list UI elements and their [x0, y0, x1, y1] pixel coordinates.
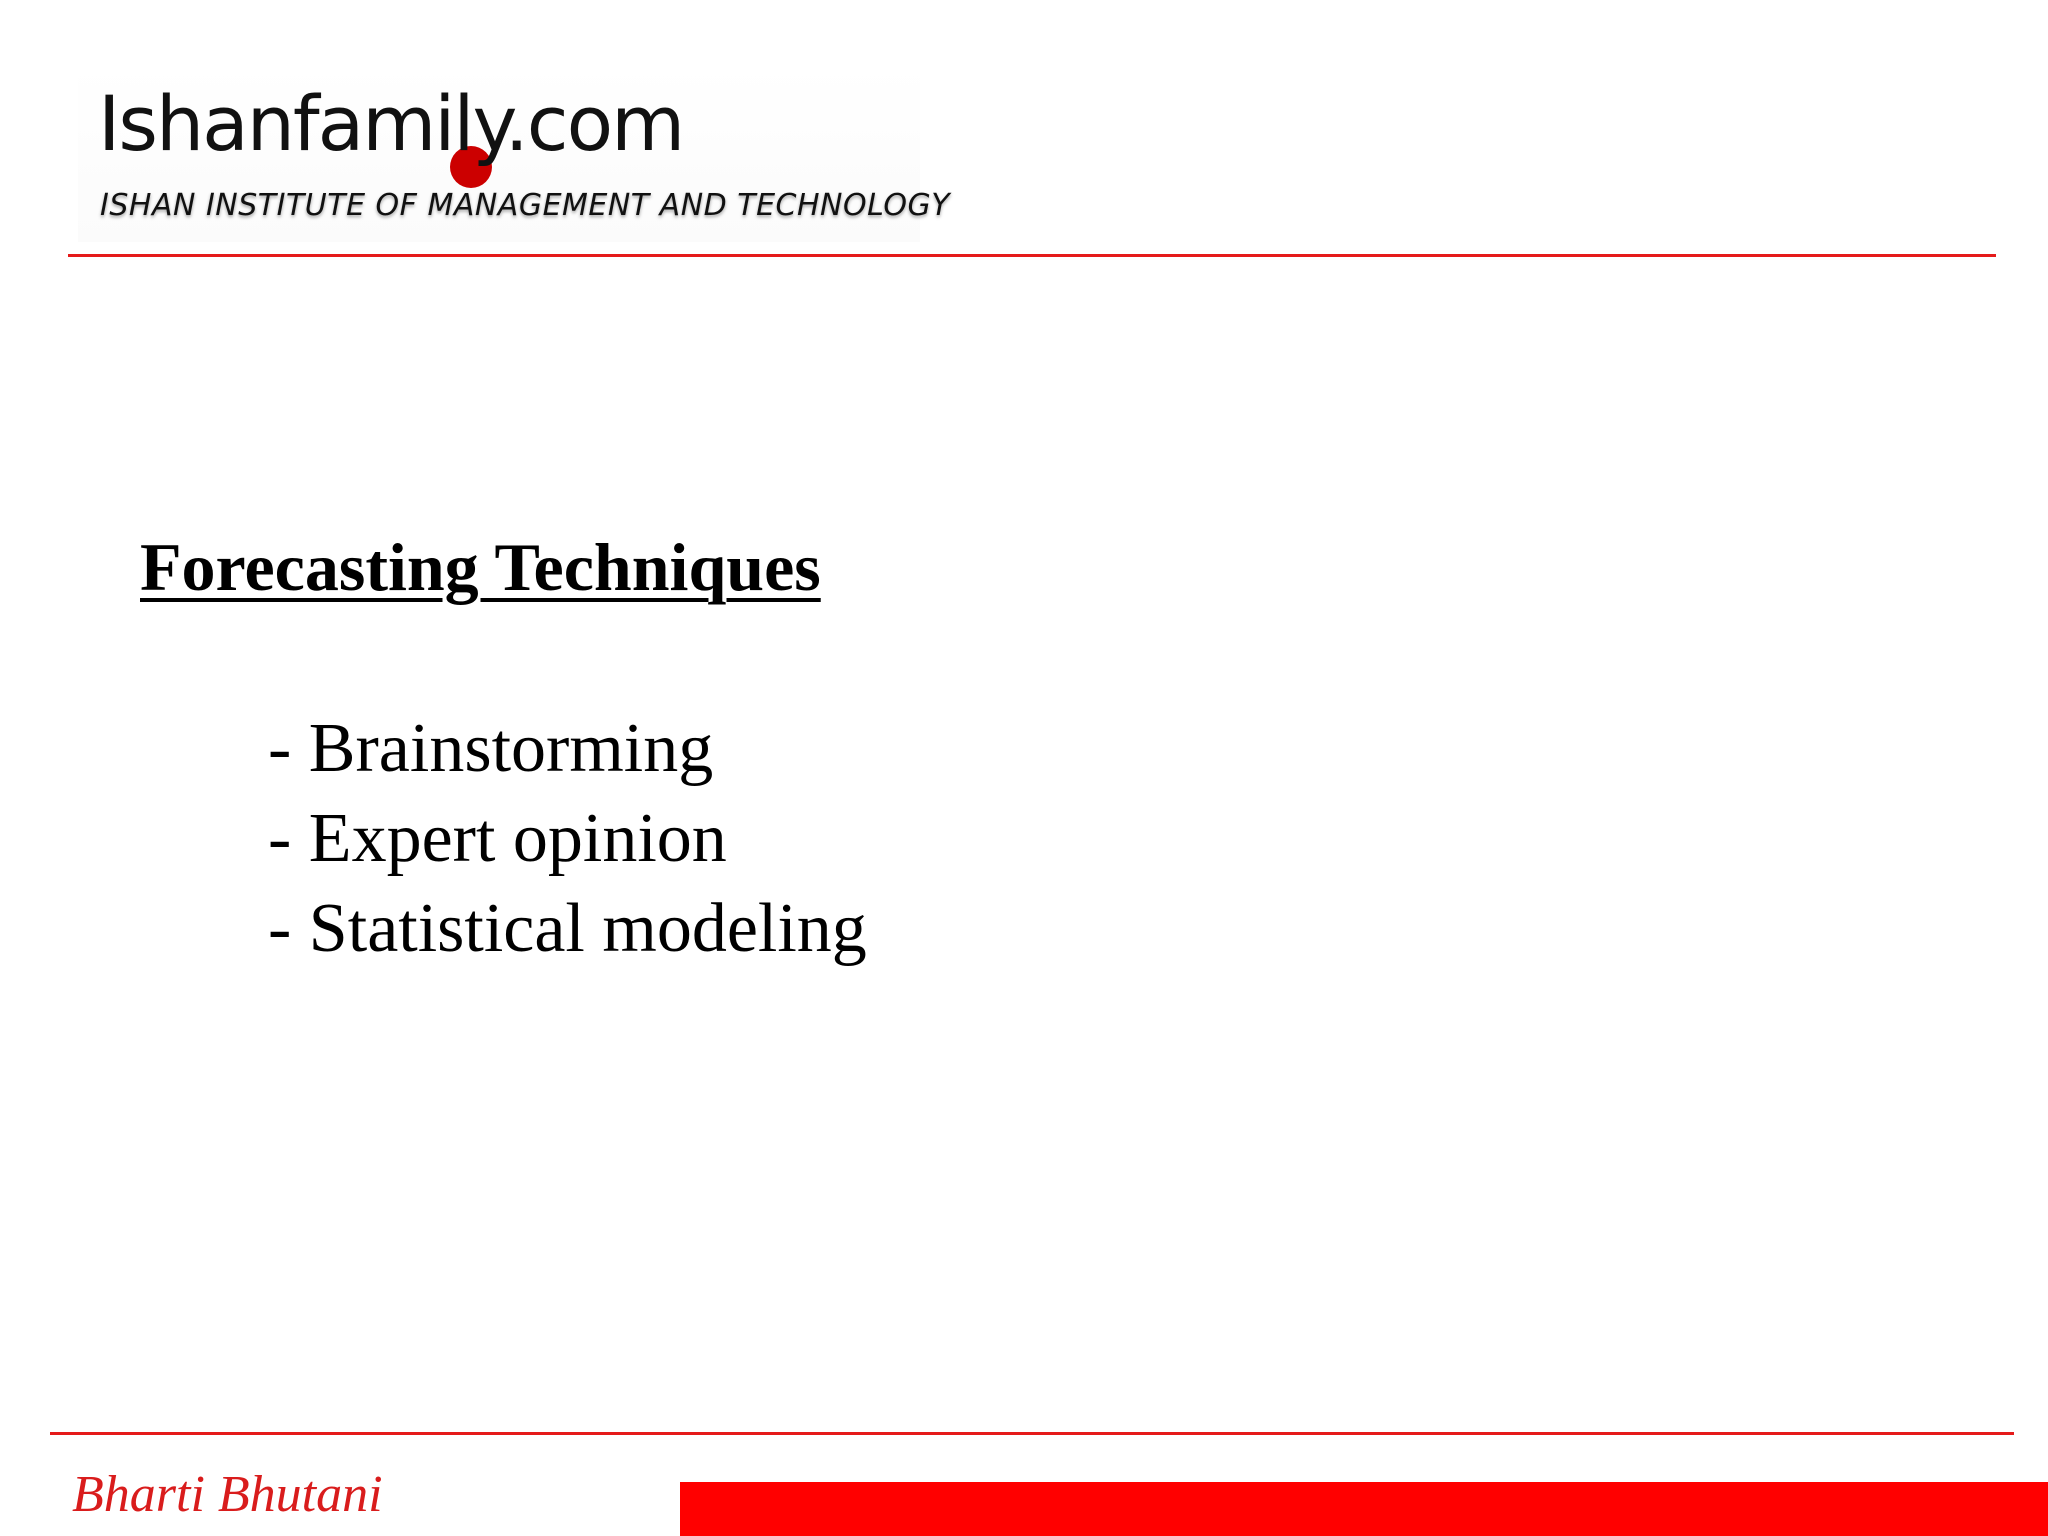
- footer-divider: [50, 1432, 2014, 1435]
- slide-heading: Forecasting Techniques: [140, 529, 821, 605]
- footer-bar: [680, 1482, 2048, 1536]
- logo-subtitle: ISHAN INSTITUTE OF MANAGEMENT AND TECHNOLOGY: [100, 188, 951, 223]
- author-name: Bharti Bhutani: [72, 1466, 383, 1523]
- technique-list: [268, 704, 867, 974]
- logo-title: Ishanfamily.com: [98, 79, 684, 168]
- list-item: - Statistical modeling: [268, 890, 867, 967]
- list-item: - Brainstorming: [268, 710, 714, 787]
- header-divider: [68, 254, 1996, 257]
- list-item: - Expert opinion: [268, 800, 727, 877]
- logo: [78, 64, 951, 242]
